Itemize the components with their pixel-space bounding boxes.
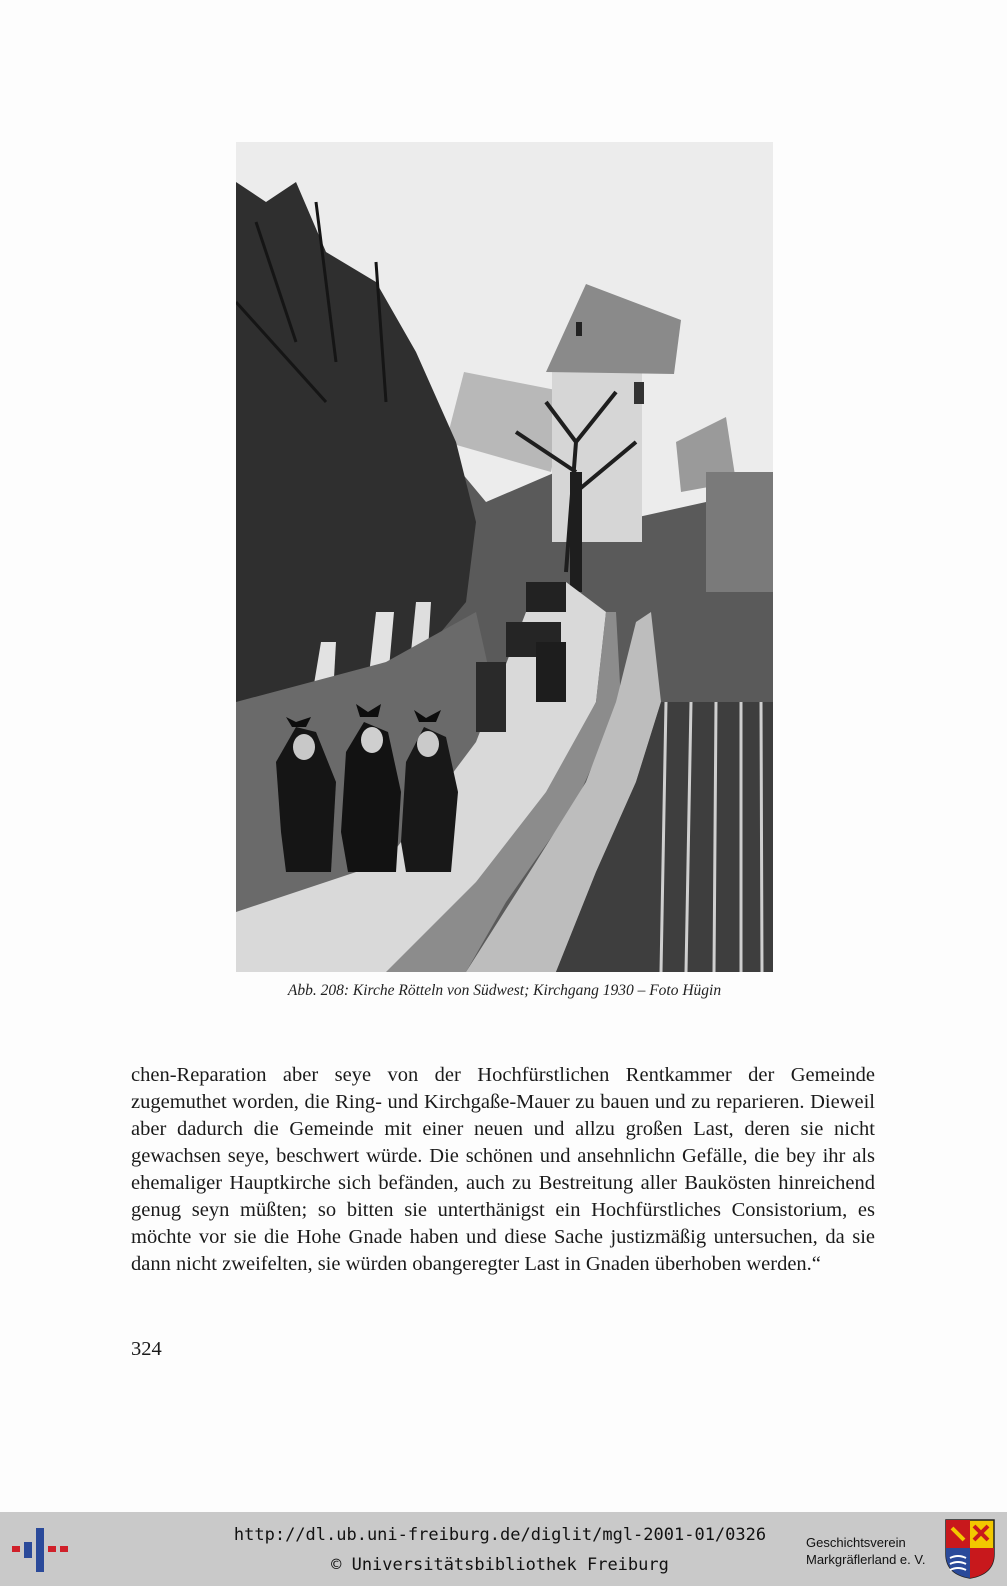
church-procession-photo <box>236 142 773 972</box>
figure-caption: Abb. 208: Kirche Rötteln von Südwest; Kirchgang 1930 – Foto Hügin <box>287 982 722 999</box>
library-footer <box>0 1512 1007 1586</box>
society-name <box>806 1534 942 1568</box>
page-number: 324 <box>131 1338 162 1360</box>
body-paragraph: chen-Reparation aber seye von der Hochfürstlichen Rentkammer der Gemeinde zugemuthet worden, die Ring- und Kirchgaße-Mauer zu bauen und zu reparieren. Dieweil aber dadurch die Gemeinde mit einer neuen und allzu großen Last, deren sie nicht gewachsen seye, beschwert würde. Die schönen und ansehnlichn Gefälle, die bey ihr als ehemaliger Hauptkirche sich befänden, auch zu Bestreitung aller Baukösten hinreichend genug seyn müßten; so bitten sie unterthänigst ein Hochfürstliches Consistorium, es möchte vor sie die Hohe Gnade haben und diese Sache justizmäßig untersuchen, da sie dann nicht zweifelten, sie würden obangeregter Last in Gnaden überhoben werden.“ <box>131 1064 875 1275</box>
document-url-link[interactable]: http://dl.ub.uni-freiburg.de/diglit/mgl-2001-01/0326 <box>233 1525 767 1545</box>
photo-illustration <box>236 142 773 972</box>
coat-of-arms-icon <box>944 1518 996 1580</box>
library-logo-icon <box>12 1524 68 1576</box>
body-text <box>131 1062 875 1278</box>
society-name-line-1: Geschichtsverein <box>806 1535 906 1550</box>
copyright-text: © Universitätsbibliothek Freiburg <box>331 1555 669 1575</box>
society-name-line-2: Markgräflerland e. V. <box>806 1552 926 1567</box>
